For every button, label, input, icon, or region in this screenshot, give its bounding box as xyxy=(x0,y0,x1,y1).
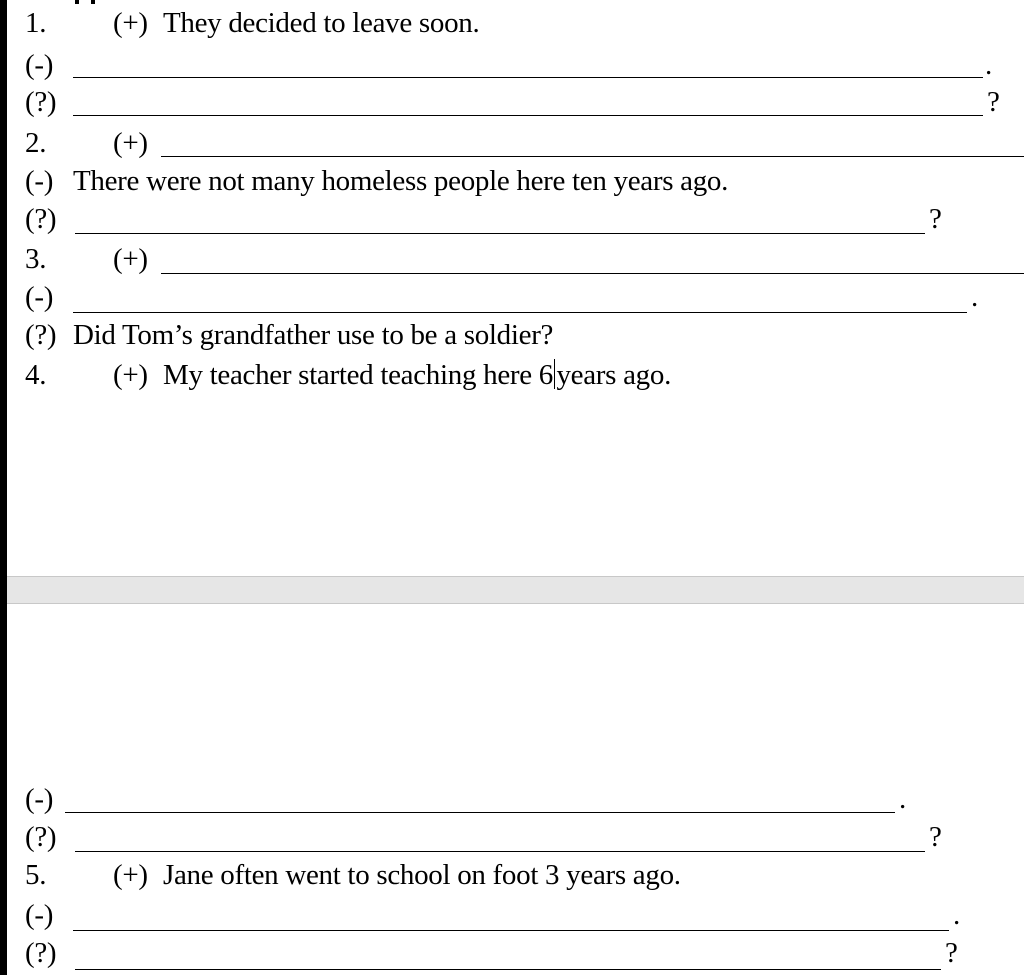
answer-blank-line[interactable] xyxy=(75,969,941,970)
end-punctuation: ? xyxy=(945,937,958,969)
text-before-cursor: My teacher started teaching here 6 xyxy=(163,359,553,391)
negative-label: (-) xyxy=(25,165,54,197)
document-page-2[interactable] xyxy=(7,604,1024,975)
answer-blank-line[interactable] xyxy=(161,273,1024,274)
question-label: (?) xyxy=(25,319,57,351)
clipped-text-fragment xyxy=(75,0,79,4)
end-punctuation: ? xyxy=(987,86,1000,118)
negative-label: (-) xyxy=(25,899,54,931)
affirmative-label: (+) xyxy=(113,859,148,891)
item-number: 3. xyxy=(25,243,47,275)
answer-blank-line[interactable] xyxy=(73,115,983,116)
end-punctuation: ? xyxy=(929,203,942,235)
document-page-1[interactable] xyxy=(7,0,1024,576)
window-left-edge xyxy=(0,0,7,975)
negative-label: (-) xyxy=(25,49,54,81)
answer-blank-line[interactable] xyxy=(75,851,925,852)
answer-blank-line[interactable] xyxy=(73,77,983,78)
end-punctuation: . xyxy=(985,49,992,81)
end-punctuation: . xyxy=(899,783,906,815)
item-number: 2. xyxy=(25,127,47,159)
negative-label: (-) xyxy=(25,783,54,815)
answer-blank-line[interactable] xyxy=(161,156,1024,157)
end-punctuation: ? xyxy=(929,821,942,853)
sentence-text: They decided to leave soon. xyxy=(163,7,480,39)
affirmative-label: (+) xyxy=(113,127,148,159)
item-number: 5. xyxy=(25,859,47,891)
answer-blank-line[interactable] xyxy=(75,233,925,234)
question-label: (?) xyxy=(25,821,57,853)
sentence-text: Jane often went to school on foot 3 years ago. xyxy=(163,859,681,891)
answer-blank-line[interactable] xyxy=(73,312,967,313)
affirmative-label: (+) xyxy=(113,243,148,275)
text-after-cursor: years ago. xyxy=(556,359,672,391)
sentence-text[interactable] xyxy=(163,356,671,394)
question-label: (?) xyxy=(25,86,57,118)
sentence-text: Did Tom’s grandfather use to be a soldier? xyxy=(73,319,554,351)
negative-label: (-) xyxy=(25,281,54,313)
affirmative-label: (+) xyxy=(113,359,148,391)
end-punctuation: . xyxy=(971,281,978,313)
affirmative-label: (+) xyxy=(113,7,148,39)
question-label: (?) xyxy=(25,203,57,235)
answer-blank-line[interactable] xyxy=(65,812,895,813)
sentence-text: There were not many homeless people here ten years ago. xyxy=(73,165,729,197)
page-break-gap xyxy=(7,576,1024,604)
item-number: 4. xyxy=(25,359,47,391)
answer-blank-line[interactable] xyxy=(73,930,949,931)
clipped-text-fragment xyxy=(91,0,95,4)
end-punctuation: . xyxy=(953,899,960,931)
item-number: 1. xyxy=(25,7,47,39)
question-label: (?) xyxy=(25,937,57,969)
